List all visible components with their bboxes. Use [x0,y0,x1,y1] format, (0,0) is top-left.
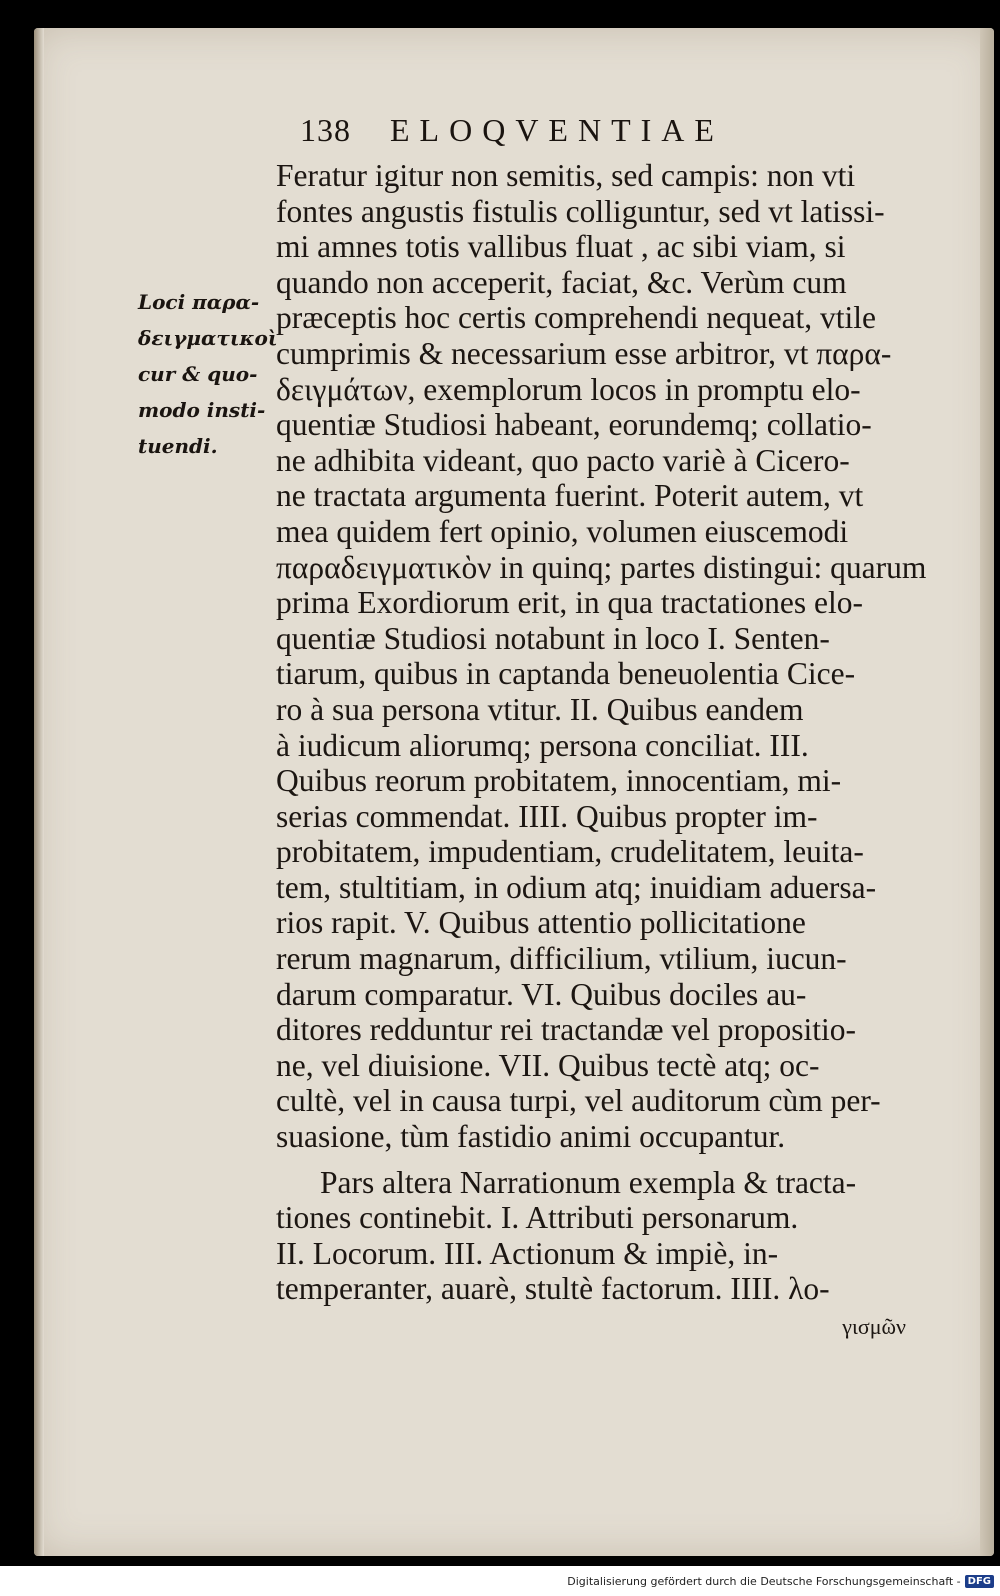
running-title: ELOQVENTIAE [390,112,724,148]
text-line: darum comparatur. VI. Quibus dociles au- [276,976,807,1012]
text-line: quentiæ Studiosi habeant, eorundemq; collatio- [276,407,872,443]
text-line: tiarum, quibus in captanda beneuolentia Cice- [276,656,856,692]
text-line: quentiæ Studiosi notabunt in loco I. Senten- [276,620,830,656]
text-line: II. Locorum. III. Actionum & impiè, in- [276,1235,779,1271]
text-line: ro à sua persona vtitur. II. Quibus eandem [276,691,804,727]
text-line: præceptis hoc certis comprehendi nequeat, vtile [276,300,877,336]
text-line: mi amnes totis vallibus fluat , ac sibi viam, si [276,229,846,265]
catchword: γισμῶν [842,1314,906,1339]
dfg-logo: DFG [965,1575,994,1588]
marginal-note [138,284,278,464]
page-gutter-shadow [34,28,44,1556]
text-line: ne, vel diuisione. VII. Quibus tectè atq; oc- [276,1047,820,1083]
text-line: à iudicum aliorumq; persona conciliat. III. [276,727,809,763]
text-line: ne tractata argumenta fuerint. Poterit autem, vt [276,478,864,514]
text-line: δειγμάτων, exemplorum locos in promptu elo- [276,371,861,407]
text-line: tem, stultitiam, in odium atq; inuidiam aduersa- [276,869,877,905]
text-line: ditores redduntur rei tractandæ vel propositio- [276,1012,856,1048]
running-head [300,112,800,149]
text-line: temperanter, auarè, stultè factorum. IIII. λο- [276,1271,830,1307]
marginal-note-line: modo insti- [138,398,266,422]
footer-credit: Digitalisierung gefördert durch die Deutsche Forschungsgemeinschaft - [567,1574,961,1588]
text-line: ne adhibita videant, quo pacto variè à Cicero- [276,442,850,478]
text-line: rios rapit. V. Quibus attentio pollicitatione [276,905,806,941]
text-line: quando non acceperit, faciat, &c. Verùm cum [276,264,847,300]
text-line: serias commendat. IIII. Quibus propter im- [276,798,818,834]
text-line: cumprimis & necessarium esse arbitror, vt παρα- [276,335,892,371]
paragraph-gap [276,1155,956,1165]
page-number: 138 [300,112,351,148]
text-line: suasione, tùm fastidio animi occupantur. [276,1119,786,1155]
text-line: prima Exordiorum erit, in qua tractationes elo- [276,585,863,621]
text-line: παραδειγματικὸν in quinq; partes distingui: quarum [276,549,927,585]
text-line: Quibus reorum probitatem, innocentiam, mi- [276,763,842,799]
main-text-block [276,158,956,1347]
text-line: fontes angustis fistulis colliguntur, sed vt latissi- [276,193,885,229]
marginal-note-line: δειγματικοὶ [138,326,278,350]
text-line: probitatem, impudentiam, crudelitatem, leuita- [276,834,864,870]
page-edge [980,28,994,1556]
digitization-footer [0,1566,1000,1596]
text-line: cultè, vel in causa turpi, vel auditorum cùm per- [276,1083,881,1119]
text-line: rerum magnarum, difficilium, vtilium, iucun- [276,941,847,977]
text-line: Feratur igitur non semitis, sed campis: non vti [276,158,856,193]
text-line: mea quidem fert opinio, volumen eiuscemodi [276,513,849,549]
text-line: tiones continebit. I. Attributi personarum. [276,1200,799,1236]
marginal-note-line: Loci παρα- [138,290,260,314]
marginal-note-line: tuendi. [138,434,218,458]
marginal-note-line: cur & quo- [138,362,258,386]
text-line: Pars altera Narrationum exempla & tracta- [320,1164,857,1200]
